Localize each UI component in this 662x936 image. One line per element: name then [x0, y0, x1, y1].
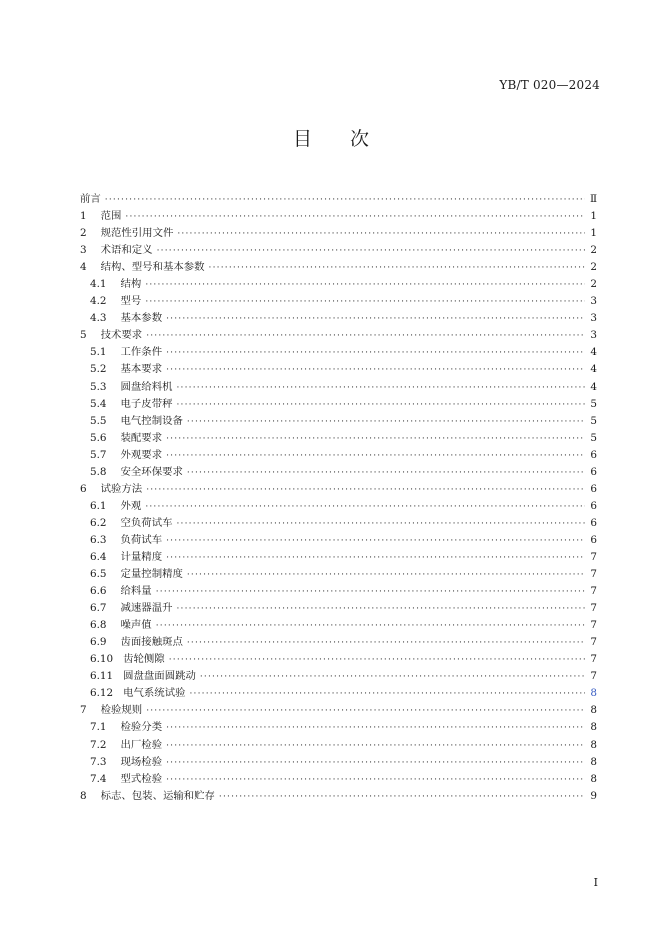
toc-entry-page: 7 [590, 653, 597, 666]
toc-entry[interactable] [80, 565, 597, 582]
toc-entry-label: 给料量 [120, 585, 152, 598]
toc-dot-leader [200, 672, 585, 682]
toc-entry-number: 5.8 [90, 465, 107, 478]
toc-dot-leader [146, 485, 585, 495]
toc-entry-page: 5 [590, 414, 597, 427]
toc-dot-leader [166, 434, 585, 444]
toc-dot-leader [187, 570, 585, 580]
toc-entry-number: 3 [80, 244, 87, 257]
toc-entry-label: 外观要求 [120, 448, 163, 461]
toc-entry[interactable] [80, 787, 597, 804]
toc-entry-page: 7 [590, 568, 597, 581]
toc-entry[interactable] [80, 753, 597, 770]
toc-entry[interactable] [80, 429, 597, 446]
toc-entry[interactable] [80, 514, 597, 531]
toc-entry-label: 结构 [120, 278, 142, 291]
toc-entry[interactable] [80, 378, 597, 395]
toc-entry-page: 2 [590, 278, 597, 291]
toc-entry-page: 3 [590, 295, 597, 308]
toc-entry-label: 圆盘给料机 [120, 380, 173, 393]
toc-entry-label: 圆盘盘面圆跳动 [123, 670, 196, 683]
page-title: 目 次 [292, 128, 369, 150]
toc-entry-number: 6.3 [90, 533, 107, 546]
toc-entry-label: 齿轮侧隙 [123, 653, 165, 666]
toc-entry-page: 6 [590, 448, 597, 461]
toc-entry-number: 6.2 [90, 516, 107, 529]
toc-dot-leader [166, 314, 585, 324]
toc-entry-label: 检验规则 [100, 704, 143, 717]
toc-entry-page: 8 [590, 755, 597, 768]
toc-entry-page: 8 [590, 704, 597, 717]
toc-entry-number: 7.3 [90, 755, 107, 768]
toc-entry-label: 齿面接触斑点 [120, 636, 183, 649]
toc-dot-leader [145, 502, 585, 512]
toc-entry-page: Ⅱ [589, 193, 597, 205]
toc-entry-number: 5.7 [90, 448, 107, 461]
toc-entry[interactable] [80, 701, 597, 718]
toc-entry-label: 安全环保要求 [120, 465, 183, 478]
toc-dot-leader [145, 297, 585, 307]
toc-dot-leader [166, 451, 585, 461]
toc-entry[interactable] [80, 360, 597, 377]
toc-dot-leader [156, 587, 585, 597]
toc-dot-leader [145, 280, 585, 290]
table-of-contents [80, 190, 597, 804]
toc-entry-label: 基本要求 [120, 363, 163, 376]
toc-entry-number: 4 [80, 261, 87, 274]
toc-dot-leader [166, 553, 585, 563]
toc-entry-page: 7 [590, 585, 597, 598]
toc-entry-page: 7 [590, 602, 597, 615]
toc-entry-label: 术语和定义 [100, 244, 153, 257]
toc-entry-page: 1 [590, 227, 597, 240]
toc-dot-leader [169, 655, 585, 665]
toc-entry[interactable] [80, 463, 597, 480]
toc-entry[interactable] [80, 684, 597, 701]
toc-entry[interactable] [80, 258, 597, 275]
toc-entry[interactable] [80, 531, 597, 548]
toc-dot-leader [166, 758, 585, 768]
toc-entry[interactable] [80, 770, 597, 787]
toc-dot-leader [209, 263, 585, 273]
toc-entry-number: 6.5 [90, 568, 107, 581]
toc-entry-label: 试验方法 [100, 482, 143, 495]
toc-entry[interactable] [80, 616, 597, 633]
toc-entry-label: 结构、型号和基本参数 [100, 261, 205, 274]
toc-entry-number: 6.4 [90, 550, 107, 563]
toc-entry[interactable] [80, 395, 597, 412]
toc-entry-page: 7 [590, 550, 597, 563]
toc-entry-page: 6 [590, 465, 597, 478]
toc-entry-number: 5.5 [90, 414, 107, 427]
toc-dot-leader [166, 365, 585, 375]
toc-entry-number: 6.6 [90, 585, 107, 598]
toc-entry-label: 范围 [100, 210, 122, 223]
toc-entry[interactable] [80, 548, 597, 565]
toc-entry[interactable] [80, 412, 597, 429]
toc-entry-number: 5.6 [90, 431, 107, 444]
toc-entry-label: 定量控制精度 [120, 568, 183, 581]
toc-entry-page: 7 [590, 636, 597, 649]
toc-entry-label: 计量精度 [120, 550, 163, 563]
toc-entry-page: 2 [590, 244, 597, 257]
toc-entry[interactable] [80, 599, 597, 616]
toc-entry-number: 8 [80, 789, 87, 802]
toc-entry-page: 7 [590, 619, 597, 632]
toc-entry[interactable] [80, 718, 597, 735]
toc-dot-leader [187, 638, 585, 648]
page-number: I [593, 876, 598, 889]
toc-entry-number: 6.8 [90, 619, 107, 632]
toc-entry-number: 6 [80, 482, 87, 495]
toc-entry-number: 7.2 [90, 738, 107, 751]
toc-entry-number: 7 [80, 704, 87, 717]
toc-entry-number: 7.4 [90, 772, 107, 785]
toc-entry[interactable] [80, 190, 597, 207]
toc-entry-label: 电气系统试验 [123, 687, 186, 700]
toc-entry-page: 6 [590, 533, 597, 546]
toc-entry-page: 5 [590, 397, 597, 410]
toc-entry-label: 外观 [120, 499, 142, 512]
toc-dot-leader [166, 348, 585, 358]
toc-entry[interactable] [80, 224, 597, 241]
toc-entry-page: 9 [590, 789, 597, 802]
toc-entry-label: 型号 [120, 295, 142, 308]
toc-entry-page: 6 [590, 516, 597, 529]
toc-entry-label: 负荷试车 [120, 533, 163, 546]
toc-entry-number: 4.3 [90, 312, 107, 325]
toc-entry-number: 5 [80, 329, 87, 342]
toc-entry-page: 7 [590, 670, 597, 683]
toc-entry-page: 4 [590, 363, 597, 376]
toc-entry-page: 6 [590, 499, 597, 512]
standard-code: YB/T 020—2024 [499, 78, 600, 92]
toc-entry[interactable] [80, 326, 597, 343]
toc-dot-leader [187, 417, 585, 427]
toc-entry[interactable] [80, 275, 597, 292]
toc-entry-page: 8 [590, 738, 597, 751]
toc-entry-label: 工作条件 [120, 346, 163, 359]
toc-entry-page: 1 [590, 210, 597, 223]
toc-entry-number: 6.11 [90, 670, 114, 683]
toc-entry-number: 6.9 [90, 636, 107, 649]
toc-entry[interactable] [80, 309, 597, 326]
toc-entry-label: 现场检验 [120, 755, 163, 768]
toc-entry-page: 6 [590, 482, 597, 495]
toc-entry-label: 规范性引用文件 [100, 227, 174, 240]
toc-entry[interactable] [80, 582, 597, 599]
toc-entry-page: 3 [590, 329, 597, 342]
toc-entry[interactable] [80, 633, 597, 650]
toc-entry-number: 6.10 [90, 653, 114, 666]
toc-dot-leader [166, 775, 585, 785]
toc-entry[interactable] [80, 207, 597, 224]
toc-entry-label: 技术要求 [100, 329, 143, 342]
toc-entry-number: 4.2 [90, 295, 107, 308]
toc-entry-number: 6.1 [90, 499, 107, 512]
toc-dot-leader [176, 604, 585, 614]
toc-entry-label: 前言 [80, 193, 101, 205]
toc-entry[interactable] [80, 480, 597, 497]
toc-entry-page: 2 [590, 261, 597, 274]
toc-entry-number: 7.1 [90, 721, 107, 734]
toc-entry-label: 减速器温升 [120, 602, 173, 615]
toc-entry-number: 1 [80, 210, 87, 223]
toc-entry-number: 6.7 [90, 602, 107, 615]
toc-entry[interactable] [80, 343, 597, 360]
toc-entry-number: 2 [80, 227, 87, 240]
toc-entry-label: 电子皮带秤 [120, 397, 173, 410]
toc-entry-label: 噪声值 [120, 619, 152, 632]
toc-entry-number: 5.2 [90, 363, 107, 376]
toc-entry-page: 5 [590, 431, 597, 444]
toc-dot-leader [176, 400, 585, 410]
toc-dot-leader [219, 792, 585, 802]
toc-entry-page: 4 [590, 380, 597, 393]
toc-dot-leader [176, 519, 585, 529]
toc-entry[interactable] [80, 446, 597, 463]
toc-dot-leader [189, 689, 585, 699]
toc-entry-page: 8 [590, 721, 597, 734]
toc-dot-leader [146, 331, 585, 341]
toc-entry-page: 8 [590, 687, 597, 700]
toc-entry-label: 出厂检验 [120, 738, 163, 751]
toc-dot-leader [166, 536, 585, 546]
toc-entry-label: 型式检验 [120, 772, 163, 785]
toc-entry[interactable] [80, 736, 597, 753]
toc-dot-leader [177, 229, 585, 239]
toc-entry-page: 8 [590, 772, 597, 785]
toc-entry-label: 电气控制设备 [120, 414, 183, 427]
toc-entry[interactable] [80, 650, 597, 667]
toc-entry-label: 基本参数 [120, 312, 163, 325]
toc-entry-label: 装配要求 [120, 431, 163, 444]
toc-entry-number: 4.1 [90, 278, 107, 291]
toc-dot-leader [125, 212, 585, 222]
toc-entry-label: 空负荷试车 [120, 516, 173, 529]
toc-entry[interactable] [80, 241, 597, 258]
toc-entry-page: 3 [590, 312, 597, 325]
toc-entry-label: 检验分类 [120, 721, 163, 734]
toc-entry-number: 5.4 [90, 397, 107, 410]
toc-entry[interactable] [80, 667, 597, 684]
toc-dot-leader [166, 741, 585, 751]
toc-entry-number: 6.12 [90, 687, 114, 700]
toc-entry-page: 4 [590, 346, 597, 359]
toc-dot-leader [187, 468, 585, 478]
toc-entry-label: 标志、包装、运输和贮存 [100, 789, 215, 802]
toc-entry[interactable] [80, 292, 597, 309]
toc-dot-leader [105, 195, 585, 205]
toc-entry-number: 5.3 [90, 380, 107, 393]
toc-entry[interactable] [80, 497, 597, 514]
toc-entry-number: 5.1 [90, 346, 107, 359]
toc-dot-leader [176, 383, 585, 393]
toc-dot-leader [146, 706, 585, 716]
toc-dot-leader [166, 723, 585, 733]
toc-dot-leader [156, 621, 585, 631]
toc-dot-leader [157, 246, 585, 256]
